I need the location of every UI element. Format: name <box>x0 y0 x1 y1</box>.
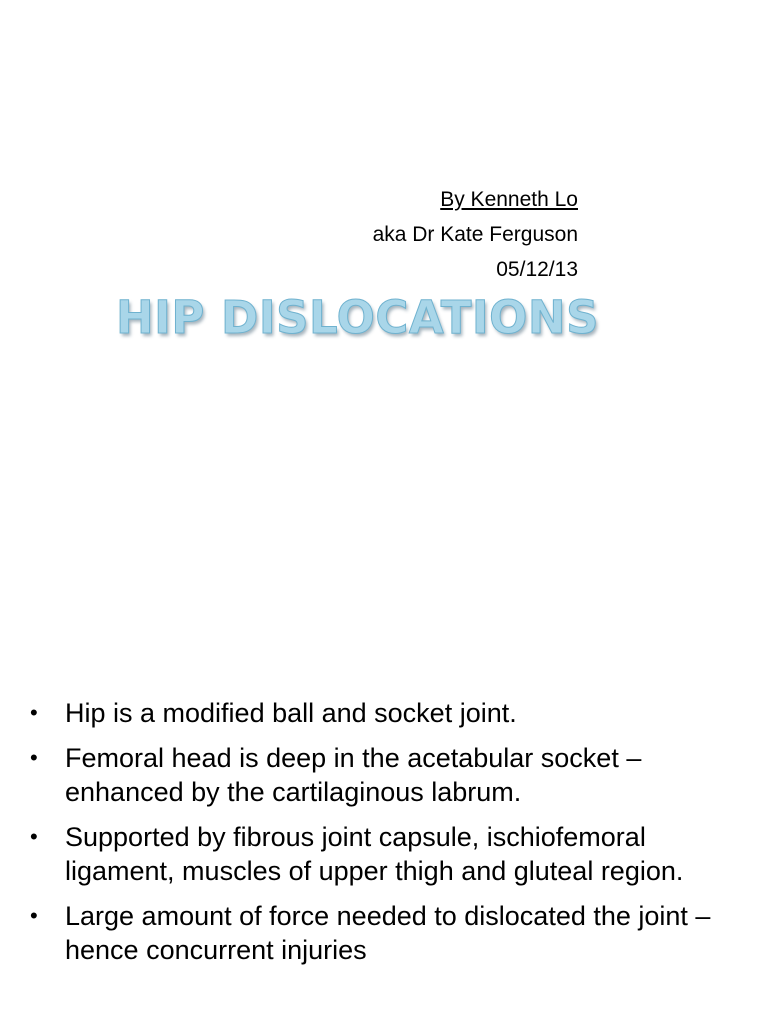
bullet-list <box>30 696 720 978</box>
bullet-item <box>30 820 720 888</box>
author-aka: aka Dr Kate Ferguson <box>372 223 578 246</box>
slide-title: HIP DISLOCATIONS <box>116 291 600 344</box>
author-name: By Kenneth Lo <box>440 188 578 211</box>
bullet-item <box>30 899 720 967</box>
bullet-item <box>30 696 720 730</box>
bullet-icon: • <box>30 903 38 928</box>
bullet-text: Femoral head is deep in the acetabular socket – enhanced by the cartilaginous labrum. <box>65 743 642 807</box>
bullet-item <box>30 741 720 809</box>
bullet-icon: • <box>30 745 38 770</box>
author-block <box>373 182 578 287</box>
bullet-text: Large amount of force needed to dislocated the joint – hence concurrent injuries <box>65 901 711 965</box>
bullet-text: Hip is a modified ball and socket joint. <box>65 698 517 728</box>
bullet-icon: • <box>30 824 38 849</box>
presentation-date: 05/12/13 <box>496 258 578 281</box>
bullet-icon: • <box>30 700 38 725</box>
bullet-text: Supported by fibrous joint capsule, ischiofemoral ligament, muscles of upper thigh and gluteal region. <box>65 822 684 886</box>
